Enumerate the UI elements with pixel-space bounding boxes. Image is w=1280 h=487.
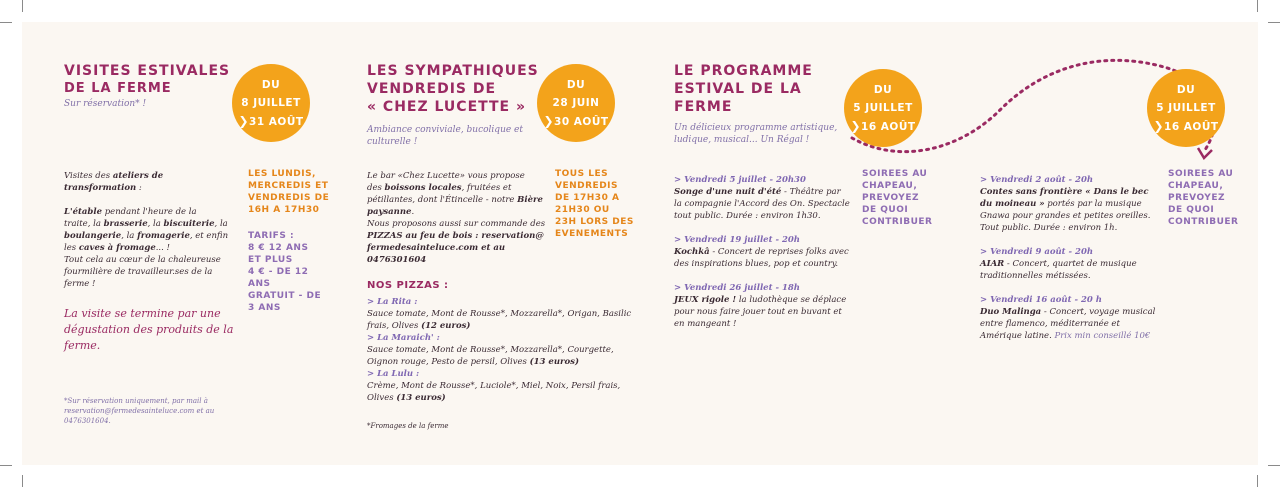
schedule-line: TOUS LES xyxy=(555,169,609,179)
visites-subtitle: Sur réservation* ! xyxy=(64,99,147,109)
text: fourmilière de travailleur.ses de la xyxy=(64,267,213,277)
event-title: JEUX rigole ! xyxy=(674,295,737,305)
text: entre flamenco, méditerranée et xyxy=(980,319,1120,329)
text: , la xyxy=(214,219,228,229)
subtitle-line: Ambiance conviviale, bucolique et xyxy=(367,125,523,135)
text: traditionnelles métissées. xyxy=(980,271,1091,281)
pizza-name: > La Maraich' : xyxy=(367,333,440,343)
event-title: AIAR xyxy=(980,259,1005,269)
visites-title-line2: DE LA FERME xyxy=(64,81,172,96)
text: Amérique latine. xyxy=(980,331,1055,341)
event-title: Contes sans frontière « Dans le bec xyxy=(980,187,1149,197)
soirees-line: CONTRIBUER xyxy=(1168,217,1239,227)
text: tout public. Durée : environ 1h30. xyxy=(674,211,821,221)
text: transformation xyxy=(64,183,137,193)
text: frais, Olives xyxy=(367,321,422,331)
visites-schedule xyxy=(248,168,329,216)
text: pétillantes, dont l'Étincelle - notre xyxy=(367,195,518,205)
pizza-list xyxy=(367,296,631,404)
badge-line3: 31 AOÛT xyxy=(249,116,304,128)
badge-line2: 5 JUILLET xyxy=(1156,102,1216,114)
event-heading: > Vendredi 2 août - 20h xyxy=(980,175,1094,185)
subtitle-line: Un délicieux programme artistique, xyxy=(674,123,838,133)
text: pour nous faire jouer tout en buvant et xyxy=(674,307,842,317)
arrow-icon: ❯ xyxy=(1153,119,1165,133)
text: boissons locales xyxy=(384,183,462,193)
subtitle-line: culturelle ! xyxy=(367,137,418,147)
programme-date-badge xyxy=(844,69,922,147)
text: des inspirations blues, pop et country. xyxy=(674,259,839,269)
text: fromagerie xyxy=(137,231,190,241)
schedule-line: 21H30 OU xyxy=(555,205,610,215)
text: , et enfin xyxy=(189,231,229,241)
schedule-line: 16H A 17H30 xyxy=(248,205,320,215)
price-note: Prix min conseillé 10€ xyxy=(1054,331,1151,341)
tarif-line: ANS xyxy=(248,279,271,289)
visites-description xyxy=(64,170,228,290)
closing-line: ferme. xyxy=(64,339,101,352)
text: boulangerie xyxy=(64,231,122,241)
text: , la xyxy=(147,219,164,229)
arrow-icon: ❯ xyxy=(238,114,250,128)
visites-title xyxy=(64,62,230,98)
crop-mark xyxy=(1268,465,1280,466)
text: en mangeant ! xyxy=(674,319,737,329)
closing-line: La visite se termine par une xyxy=(64,307,221,320)
text: Gnawa pour grandes et petites oreilles. xyxy=(980,211,1151,221)
tarif-line: TARIFS : xyxy=(248,231,295,241)
soirees-note-2 xyxy=(1168,168,1238,228)
schedule-line: VENDREDIS xyxy=(555,181,618,191)
event-heading: > Vendredi 5 juillet - 20h30 xyxy=(674,175,806,185)
pizza-ingredients: Crème, Mont de Rousse*, Luciole*, Miel, Noix, Persil frais, xyxy=(367,381,621,391)
text: , fruitées et xyxy=(461,183,512,193)
badge-line1: DU xyxy=(873,84,893,96)
event-title: Kochkâ xyxy=(674,247,710,257)
text: ateliers de xyxy=(112,171,164,181)
text: - Concert, quartet de musique xyxy=(1004,259,1137,269)
visites-closing xyxy=(64,306,233,354)
soirees-line: CONTRIBUER xyxy=(862,217,933,227)
arrow-icon: ❯ xyxy=(543,114,555,128)
tarif-line: GRATUIT - DE xyxy=(248,291,322,301)
soirees-line: PREVOYEZ xyxy=(1168,193,1226,203)
lucette-date-badge xyxy=(537,64,615,142)
text: Tout cela au cœur de la chaleureuse xyxy=(64,255,221,265)
soirees-line: CHAPEAU, xyxy=(1168,181,1224,191)
text: portés par la musique xyxy=(1044,199,1142,209)
text: traite, la xyxy=(64,219,104,229)
badge-line2: 5 JUILLET xyxy=(853,102,913,114)
text: ... ! xyxy=(155,243,170,253)
event-heading: > Vendredi 9 août - 20h xyxy=(980,247,1094,257)
text: des xyxy=(367,183,385,193)
lucette-title-line3: « CHEZ LUCETTE » xyxy=(367,99,527,115)
crop-mark xyxy=(0,465,12,466)
closing-line: dégustation des produits de la xyxy=(64,323,234,336)
fromages-footnote: *Fromages de la ferme xyxy=(367,422,449,430)
crop-mark xyxy=(1268,22,1280,23)
text: - Concert de reprises folks avec xyxy=(709,247,849,257)
text: Visites des xyxy=(64,171,113,181)
badge-line2: 28 JUIN xyxy=(552,97,600,109)
event-title: du moineau » xyxy=(980,199,1045,209)
schedule-line: VENDREDIS DE xyxy=(248,193,330,203)
lucette-title-line2: VENDREDIS DE xyxy=(367,81,497,97)
text: : xyxy=(136,183,142,193)
text: . xyxy=(411,207,415,217)
event-heading: > Vendredi 19 juillet - 20h xyxy=(674,235,800,245)
pizza-price: (13 euros) xyxy=(529,357,579,367)
text: paysanne xyxy=(367,207,412,217)
badge-line1: DU xyxy=(1176,84,1196,96)
soirees-line: SOIREES AU xyxy=(862,169,928,179)
programme-title-line2: ESTIVAL DE LA xyxy=(674,81,802,97)
event-title: Duo Malinga xyxy=(980,307,1042,317)
pizzas-heading: NOS PIZZAS : xyxy=(367,280,449,291)
lucette-subtitle xyxy=(367,124,523,148)
badge-line1: DU xyxy=(566,79,586,91)
text: biscuiterie xyxy=(163,219,215,229)
text: L'étable xyxy=(64,207,103,217)
text: ferme ! xyxy=(64,279,96,289)
event-heading: > Vendredi 16 août - 20 h xyxy=(980,295,1102,305)
programme-date-badge-2 xyxy=(1147,69,1225,147)
pizza-name: > La Rita : xyxy=(367,297,418,307)
tarif-line: 8 € 12 ANS xyxy=(248,243,309,253)
programme-subtitle xyxy=(674,122,837,146)
crop-mark xyxy=(1257,475,1258,487)
text: caves à fromage xyxy=(78,243,156,253)
pizza-price: (13 euros) xyxy=(396,393,446,403)
crop-mark xyxy=(0,22,12,23)
schedule-line: LES LUNDIS, xyxy=(248,169,316,179)
programme-title-line3: FERME xyxy=(674,99,733,115)
events-list-right xyxy=(980,174,1155,342)
event-heading: > Vendredi 26 juillet - 18h xyxy=(674,283,800,293)
text: Le bar «Chez Lucette» vous propose xyxy=(367,171,525,181)
pizza-name: > La Lulu : xyxy=(367,369,420,379)
visites-date-badge xyxy=(232,64,310,142)
schedule-line: DE 17H30 A xyxy=(555,193,620,203)
tarif-line: 3 ANS xyxy=(248,303,281,313)
soirees-note xyxy=(862,168,932,228)
badge-line1: DU xyxy=(261,79,281,91)
text: la ludothèque se déplace xyxy=(736,295,847,305)
lucette-title xyxy=(367,62,539,116)
text: Tout public. Durée : environ 1h. xyxy=(980,223,1118,233)
badge-line3: 30 AOÛT xyxy=(554,116,609,128)
soirees-line: SOIREES AU xyxy=(1168,169,1234,179)
schedule-line: 23H LORS DES xyxy=(555,217,634,227)
visites-title-line1: VISITES ESTIVALES xyxy=(64,63,231,79)
crop-mark xyxy=(1257,0,1258,12)
visites-footnote xyxy=(64,396,214,426)
visites-tarifs xyxy=(248,230,321,314)
schedule-line: MERCREDIS ET xyxy=(248,181,329,191)
text: Oignon rouge, Pesto de persil, Olives xyxy=(367,357,530,367)
lucette-title-line1: LES SYMPATHIQUES xyxy=(367,63,539,79)
badge-line2: 8 JUILLET xyxy=(241,97,301,109)
text: fermedesainteluce.com et au xyxy=(367,243,506,253)
text: , la xyxy=(121,231,138,241)
pizza-price: (12 euros) xyxy=(421,321,471,331)
pizza-ingredients: Sauce tomate, Mont de Rousse*, Mozzarella*, Origan, Basilic xyxy=(367,309,632,319)
footnote-line: *Sur réservation uniquement, par mail à xyxy=(64,397,208,405)
lucette-schedule xyxy=(555,168,634,240)
tarif-line: 4 € - DE 12 xyxy=(248,267,309,277)
footnote-line: 0476301604. xyxy=(64,417,111,425)
soirees-line: CHAPEAU, xyxy=(862,181,918,191)
arrow-icon: ❯ xyxy=(850,119,862,133)
text: PIZZAS au feu de bois : reservation@ xyxy=(367,231,544,241)
text: Bière xyxy=(517,195,543,205)
lucette-description xyxy=(367,170,545,266)
event-title: Songe d'une nuit d'été xyxy=(674,187,782,197)
soirees-line: DE QUOI xyxy=(862,205,909,215)
tarif-line: ET PLUS xyxy=(248,255,293,265)
subtitle-line: ludique, musical... Un Régal ! xyxy=(674,135,810,145)
text: la compagnie l'Accord des On. Spectacle xyxy=(674,199,850,209)
text: - Concert, voyage musical xyxy=(1041,307,1156,317)
text: - Théâtre par xyxy=(781,187,841,197)
crop-mark xyxy=(22,475,23,487)
soirees-line: PREVOYEZ xyxy=(862,193,920,203)
text: Nous proposons aussi sur commande des xyxy=(367,219,546,229)
programme-title-line1: LE PROGRAMME xyxy=(674,63,813,79)
crop-mark xyxy=(22,0,23,12)
schedule-line: EVENEMENTS xyxy=(555,229,629,239)
text: pendant l'heure de la xyxy=(102,207,197,217)
text: les xyxy=(64,243,79,253)
footnote-line: reservation@fermedesainteluce.com et au xyxy=(64,407,215,415)
badge-line3: 16 AOÛT xyxy=(861,121,916,133)
pizza-ingredients: Sauce tomate, Mont de Rousse*, Mozzarella*, Courgette, xyxy=(367,345,614,355)
soirees-line: DE QUOI xyxy=(1168,205,1215,215)
events-list-left xyxy=(674,174,850,330)
text: brasserie xyxy=(103,219,148,229)
badge-line3: 16 AOÛT xyxy=(1164,121,1219,133)
programme-title xyxy=(674,62,813,116)
text: 0476301604 xyxy=(367,255,427,265)
text: Olives xyxy=(367,393,397,403)
